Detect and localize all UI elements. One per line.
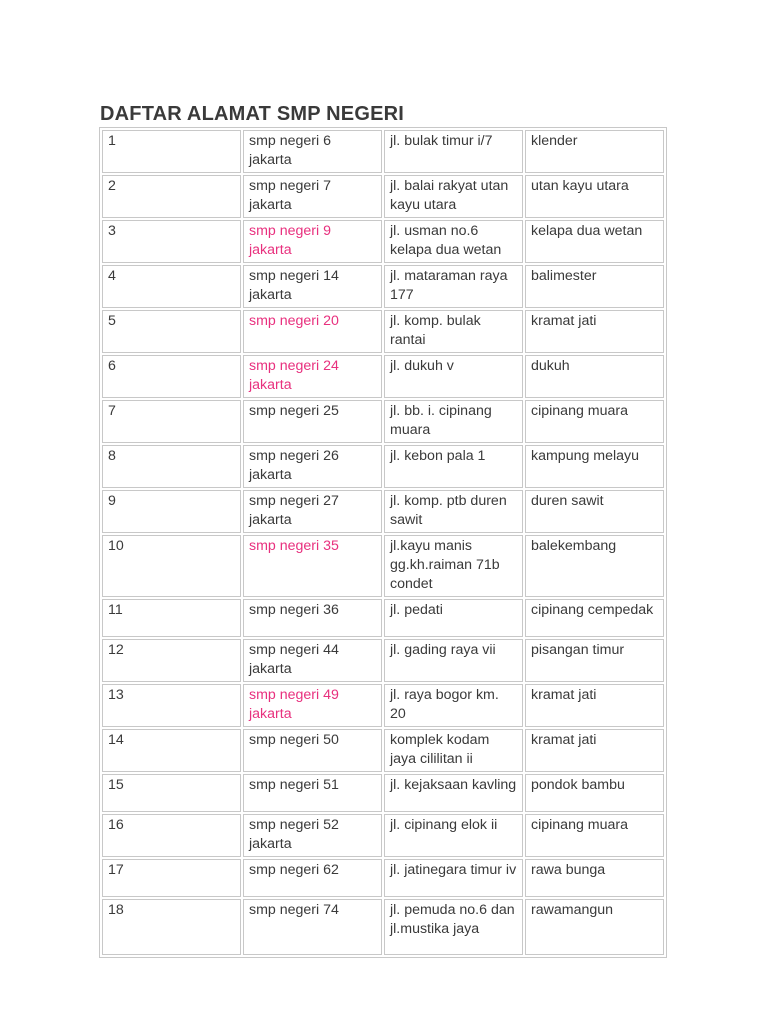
- table-row: [102, 265, 664, 308]
- school-address-cell: jl. pemuda no.6 dan jl.mustika jaya: [384, 899, 523, 955]
- school-name-cell: smp negeri 14 jakarta: [243, 265, 382, 308]
- school-name-cell: smp negeri 27 jakarta: [243, 490, 382, 533]
- school-name-cell: smp negeri 50: [243, 729, 382, 772]
- school-area-cell: rawa bunga: [525, 859, 664, 897]
- row-number-cell: 9: [102, 490, 241, 533]
- school-area-cell: balekembang: [525, 535, 664, 597]
- table-row: [102, 490, 664, 533]
- school-name-cell: smp negeri 24 jakarta: [243, 355, 382, 398]
- school-address-cell: jl. gading raya vii: [384, 639, 523, 682]
- school-address-cell: jl. dukuh v: [384, 355, 523, 398]
- school-area-cell: cipinang muara: [525, 400, 664, 443]
- row-number-cell: 3: [102, 220, 241, 263]
- school-address-cell: jl. bb. i. cipinang muara: [384, 400, 523, 443]
- table-row: [102, 220, 664, 263]
- school-name-cell: smp negeri 51: [243, 774, 382, 812]
- table-row: [102, 639, 664, 682]
- row-number-cell: 7: [102, 400, 241, 443]
- table-row: [102, 535, 664, 597]
- table-row: [102, 445, 664, 488]
- row-number-cell: 1: [102, 130, 241, 173]
- school-area-cell: cipinang muara: [525, 814, 664, 857]
- table-row: [102, 729, 664, 772]
- row-number-cell: 4: [102, 265, 241, 308]
- table-row: [102, 130, 664, 173]
- school-address-cell: jl. mataraman raya 177: [384, 265, 523, 308]
- school-name-cell: smp negeri 49 jakarta: [243, 684, 382, 727]
- row-number-cell: 6: [102, 355, 241, 398]
- school-name-cell: smp negeri 6 jakarta: [243, 130, 382, 173]
- school-area-cell: utan kayu utara: [525, 175, 664, 218]
- table-row: [102, 175, 664, 218]
- school-name-cell: smp negeri 25: [243, 400, 382, 443]
- page-title: DAFTAR ALAMAT SMP NEGERI: [100, 103, 405, 125]
- school-area-cell: kramat jati: [525, 684, 664, 727]
- school-address-cell: jl. bulak timur i/7: [384, 130, 523, 173]
- row-number-cell: 15: [102, 774, 241, 812]
- school-address-cell: jl. komp. ptb duren sawit: [384, 490, 523, 533]
- school-name-cell: smp negeri 36: [243, 599, 382, 637]
- table-row: [102, 355, 664, 398]
- school-name-cell: smp negeri 44 jakarta: [243, 639, 382, 682]
- school-address-cell: jl. kejaksaan kavling: [384, 774, 523, 812]
- school-address-cell: jl. cipinang elok ii: [384, 814, 523, 857]
- table-row: [102, 684, 664, 727]
- school-area-cell: kramat jati: [525, 729, 664, 772]
- school-area-cell: klender: [525, 130, 664, 173]
- row-number-cell: 18: [102, 899, 241, 955]
- row-number-cell: 13: [102, 684, 241, 727]
- row-number-cell: 12: [102, 639, 241, 682]
- school-address-cell: jl. raya bogor km. 20: [384, 684, 523, 727]
- table-row: [102, 599, 664, 637]
- school-name-cell: smp negeri 74: [243, 899, 382, 955]
- table-row: [102, 310, 664, 353]
- school-address-cell: jl. usman no.6 kelapa dua wetan: [384, 220, 523, 263]
- row-number-cell: 5: [102, 310, 241, 353]
- school-name-cell: smp negeri 52 jakarta: [243, 814, 382, 857]
- table-row: [102, 899, 664, 955]
- school-area-cell: kampung melayu: [525, 445, 664, 488]
- row-number-cell: 8: [102, 445, 241, 488]
- row-number-cell: 14: [102, 729, 241, 772]
- school-name-cell: smp negeri 26 jakarta: [243, 445, 382, 488]
- school-name-cell: smp negeri 7 jakarta: [243, 175, 382, 218]
- table-row: [102, 774, 664, 812]
- row-number-cell: 16: [102, 814, 241, 857]
- row-number-cell: 10: [102, 535, 241, 597]
- school-address-cell: jl. jatinegara timur iv: [384, 859, 523, 897]
- school-name-cell: smp negeri 62: [243, 859, 382, 897]
- school-area-cell: kramat jati: [525, 310, 664, 353]
- school-area-cell: kelapa dua wetan: [525, 220, 664, 263]
- school-address-cell: jl. kebon pala 1: [384, 445, 523, 488]
- school-area-cell: pisangan timur: [525, 639, 664, 682]
- school-area-cell: cipinang cempedak: [525, 599, 664, 637]
- school-name-cell: smp negeri 20: [243, 310, 382, 353]
- school-area-cell: balimester: [525, 265, 664, 308]
- school-area-cell: pondok bambu: [525, 774, 664, 812]
- school-address-cell: jl. komp. bulak rantai: [384, 310, 523, 353]
- row-number-cell: 11: [102, 599, 241, 637]
- school-address-table: [99, 127, 667, 958]
- school-area-cell: duren sawit: [525, 490, 664, 533]
- school-address-cell: jl. pedati: [384, 599, 523, 637]
- school-area-cell: dukuh: [525, 355, 664, 398]
- table-row: [102, 400, 664, 443]
- row-number-cell: 2: [102, 175, 241, 218]
- school-address-cell: jl. balai rakyat utan kayu utara: [384, 175, 523, 218]
- table-body: [102, 130, 664, 955]
- school-address-cell: komplek kodam jaya cililitan ii: [384, 729, 523, 772]
- school-address-cell: jl.kayu manis gg.kh.raiman 71b condet: [384, 535, 523, 597]
- school-area-cell: rawamangun: [525, 899, 664, 955]
- row-number-cell: 17: [102, 859, 241, 897]
- school-name-cell: smp negeri 35: [243, 535, 382, 597]
- school-name-cell: smp negeri 9 jakarta: [243, 220, 382, 263]
- table-row: [102, 814, 664, 857]
- table-row: [102, 859, 664, 897]
